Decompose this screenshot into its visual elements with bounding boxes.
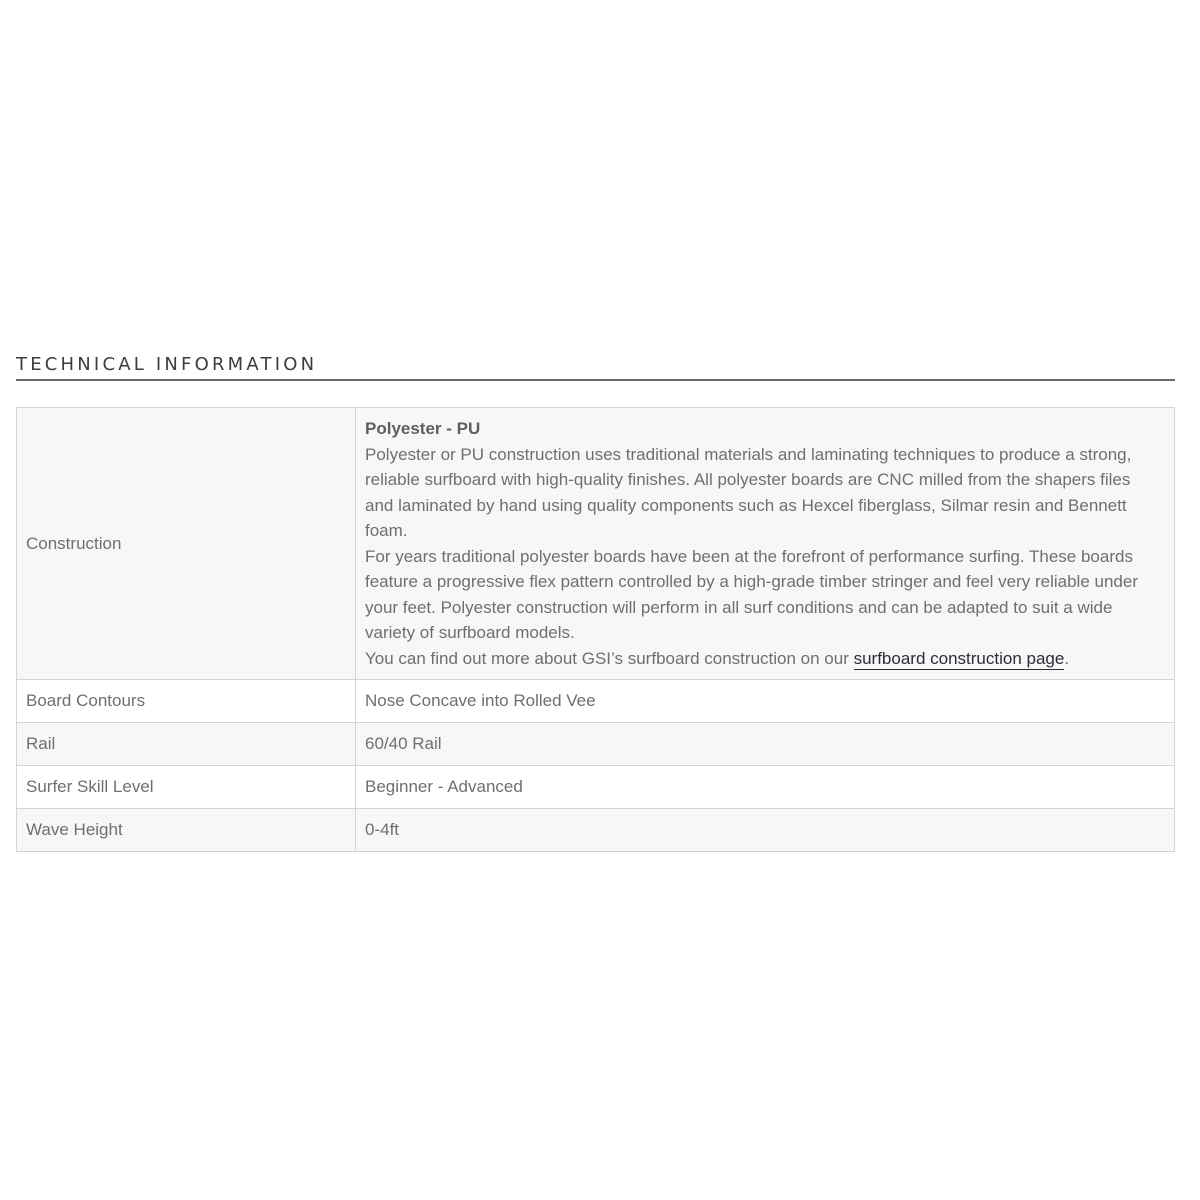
spec-label: Surfer Skill Level xyxy=(17,766,356,809)
technical-information-section xyxy=(16,352,1175,852)
spec-value: 0-4ft xyxy=(356,809,1175,852)
spec-row-skill-level xyxy=(17,766,1175,809)
paragraph-text: . xyxy=(1064,648,1070,668)
construction-paragraph: Polyester or PU construction uses traditional materials and laminating techniques to produce a strong, reliable surfboard with high-quality finishes. All polyester boards are CNC milled from the shapers files and laminated by hand using quality components such as Hexcel fiberglass, Silmar resin and Bennett foam. xyxy=(365,444,1132,540)
spec-label: Board Contours xyxy=(17,680,356,723)
spec-label: Wave Height xyxy=(17,809,356,852)
spec-label: Rail xyxy=(17,723,356,766)
construction-paragraph: For years traditional polyester boards have been at the forefront of performance surfing. These boards feature a progressive flex pattern controlled by a high-grade timber stringer and feel very reliable under your feet. Polyester construction will perform in all surf conditions and can be adapted to suit a wide variety of surfboard models. xyxy=(365,546,1138,642)
surfboard-construction-link[interactable]: surfboard construction page xyxy=(853,648,1065,668)
spec-row-board-contours xyxy=(17,680,1175,723)
spec-row-wave-height xyxy=(17,809,1175,852)
spec-value: Beginner - Advanced xyxy=(356,766,1175,809)
spec-value: 60/40 Rail xyxy=(356,723,1175,766)
spec-row-rail xyxy=(17,723,1175,766)
section-title: TECHNICAL INFORMATION xyxy=(16,352,1175,381)
spec-value: Nose Concave into Rolled Vee xyxy=(356,680,1175,723)
construction-paragraph xyxy=(365,646,1144,672)
paragraph-text: You can find out more about GSI’s surfboard construction on our xyxy=(365,648,854,668)
spec-value xyxy=(356,408,1175,680)
spec-table xyxy=(16,407,1175,852)
construction-heading: Polyester - PU xyxy=(365,419,481,438)
spec-row-construction xyxy=(17,408,1175,680)
spec-label: Construction xyxy=(17,408,356,680)
